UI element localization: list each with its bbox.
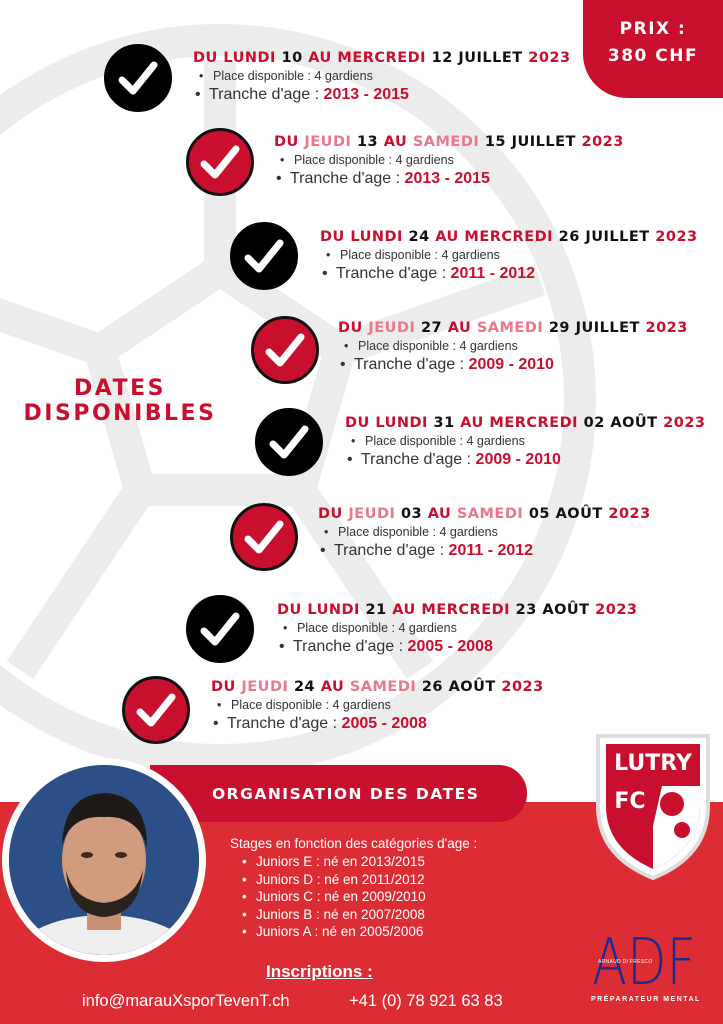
dates-heading-line1: DATES bbox=[74, 376, 166, 401]
lutry-fc-logo bbox=[592, 726, 714, 884]
adf-name: ARNAUD DI FRESCO bbox=[598, 959, 653, 965]
price-label: PRIX : bbox=[619, 19, 687, 39]
contact-email[interactable]: info@marauXsporTevenT.ch bbox=[82, 992, 290, 1010]
check-icon bbox=[104, 44, 172, 112]
session-age-range: 2011 - 2012 bbox=[450, 265, 536, 282]
session-age: • Tranche d'age : 2013 - 2015 bbox=[193, 84, 571, 105]
session-age-range: 2011 - 2012 bbox=[448, 542, 534, 559]
check-icon bbox=[186, 595, 254, 663]
dates-heading bbox=[20, 376, 220, 427]
session-entry bbox=[274, 134, 624, 189]
avatar bbox=[2, 758, 206, 962]
dates-heading-line2: DISPONIBLES bbox=[23, 401, 217, 427]
session-entry bbox=[320, 229, 698, 284]
session-place: • Place disponible : 4 gardiens bbox=[211, 697, 544, 713]
session-entry bbox=[318, 506, 651, 561]
session-age: • Tranche d'age : 2011 - 2012 bbox=[320, 263, 698, 284]
session-age-range: 2013 - 2015 bbox=[323, 86, 409, 103]
category-item: • Juniors E : né en 2013/2015 bbox=[242, 853, 477, 871]
session-age-range: 2009 - 2010 bbox=[475, 451, 561, 468]
category-item: • Juniors C : né en 2009/2010 bbox=[242, 888, 477, 906]
adf-logo-letters: ADF bbox=[592, 926, 696, 1000]
session-entry bbox=[211, 679, 544, 734]
check-icon bbox=[230, 222, 298, 290]
session-place: • Place disponible : 4 gardiens bbox=[320, 247, 698, 263]
session-age-range: 2005 - 2008 bbox=[407, 638, 493, 655]
session-entry bbox=[193, 50, 571, 105]
check-icon bbox=[255, 408, 323, 476]
session-entry bbox=[277, 602, 638, 657]
session-age-range: 2013 - 2015 bbox=[404, 170, 490, 187]
session-title: DU LUNDI 21 AU MERCREDI 23 AOÛT 2023 bbox=[277, 602, 638, 618]
category-item: • Juniors D : né en 2011/2012 bbox=[242, 871, 477, 889]
session-age-range: 2005 - 2008 bbox=[341, 715, 427, 732]
check-icon bbox=[251, 316, 319, 384]
session-place: • Place disponible : 4 gardiens bbox=[345, 433, 706, 449]
session-title: DU LUNDI 24 AU MERCREDI 26 JUILLET 2023 bbox=[320, 229, 698, 245]
session-place: • Place disponible : 4 gardiens bbox=[193, 68, 571, 84]
session-age: • Tranche d'age : 2009 - 2010 bbox=[345, 449, 706, 470]
session-title: DU JEUDI 13 AU SAMEDI 15 JUILLET 2023 bbox=[274, 134, 624, 150]
session-title: DU JEUDI 27 AU SAMEDI 29 JUILLET 2023 bbox=[338, 320, 688, 336]
session-title: DU LUNDI 10 AU MERCREDI 12 JUILLET 2023 bbox=[193, 50, 571, 66]
stages-info bbox=[230, 836, 477, 941]
session-entry bbox=[338, 320, 688, 375]
check-icon bbox=[122, 676, 190, 744]
lutry-logo-fc-text: FC bbox=[614, 789, 646, 814]
session-place: • Place disponible : 4 gardiens bbox=[318, 524, 651, 540]
organisation-title: ORGANISATION DES DATES bbox=[212, 785, 480, 803]
check-icon bbox=[230, 503, 298, 571]
session-age: • Tranche d'age : 2013 - 2015 bbox=[274, 168, 624, 189]
session-age: • Tranche d'age : 2011 - 2012 bbox=[318, 540, 651, 561]
session-title: DU JEUDI 24 AU SAMEDI 26 AOÛT 2023 bbox=[211, 679, 544, 695]
session-place: • Place disponible : 4 gardiens bbox=[277, 620, 638, 636]
inscriptions-label: Inscriptions : bbox=[266, 962, 373, 981]
lutry-logo-top-text: LUTRY bbox=[614, 751, 692, 776]
category-item: • Juniors A : né en 2005/2006 bbox=[242, 923, 477, 941]
session-entry bbox=[345, 415, 706, 470]
adf-tagline: PRÉPARATEUR MENTAL bbox=[591, 996, 701, 1003]
contact-phone[interactable]: +41 (0) 78 921 63 83 bbox=[349, 992, 503, 1010]
category-item: • Juniors B : né en 2007/2008 bbox=[242, 906, 477, 924]
check-icon bbox=[186, 128, 254, 196]
price-value: 380 CHF bbox=[607, 46, 699, 67]
session-place: • Place disponible : 4 gardiens bbox=[338, 338, 688, 354]
avatar-photo bbox=[9, 765, 199, 955]
session-age-range: 2009 - 2010 bbox=[468, 356, 554, 373]
session-place: • Place disponible : 4 gardiens bbox=[274, 152, 624, 168]
session-age: • Tranche d'age : 2005 - 2008 bbox=[211, 713, 544, 734]
session-title: DU JEUDI 03 AU SAMEDI 05 AOÛT 2023 bbox=[318, 506, 651, 522]
stages-intro: Stages en fonction des catégories d'age : bbox=[230, 836, 478, 851]
session-age: • Tranche d'age : 2009 - 2010 bbox=[338, 354, 688, 375]
session-title: DU LUNDI 31 AU MERCREDI 02 AOÛT 2023 bbox=[345, 415, 706, 431]
price-badge bbox=[583, 0, 723, 98]
categories-list bbox=[230, 853, 477, 941]
session-age: • Tranche d'age : 2005 - 2008 bbox=[277, 636, 638, 657]
